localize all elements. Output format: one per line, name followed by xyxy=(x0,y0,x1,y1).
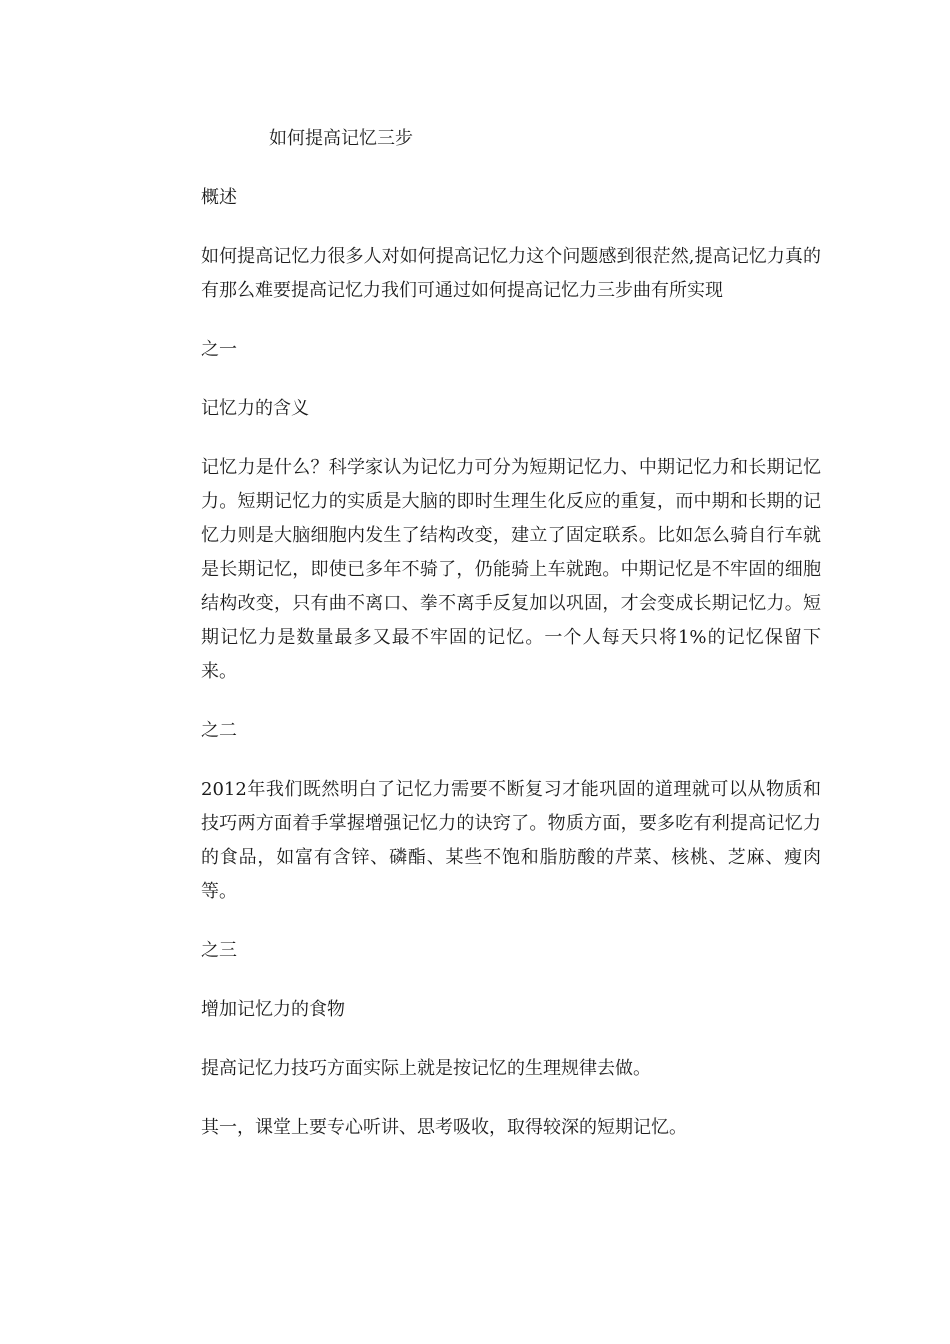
paragraph-material-techniques: 2012年我们既然明白了记忆力需要不断复习才能巩固的道理就可以从物质和技巧两方面着手掌握增强记忆力的诀窍了。物质方面，要多吃有利提高记忆力的食品，如富有含锌、磷酯、某些不饱和脂肪酸的芹菜、核桃、芝麻、瘦肉等。 xyxy=(201,779,821,902)
paragraph-section-three-heading: 之三 xyxy=(201,940,237,961)
paragraph-memory-definition: 记忆力是什么？科学家认为记忆力可分为短期记忆力、中期记忆力和长期记忆力。短期记忆力的实质是大脑的即时生理生化反应的重复，而中期和长期的记忆力则是大脑细胞内发生了结构改变，建立了固定联系。比如怎么骑自行车就是长期记忆，即使已多年不骑了，仍能骑上车就跑。中期记忆是不牢固的细胞结构改变，只有曲不离口、拳不离手反复加以巩固，才会变成长期记忆力。短期记忆力是数量最多又最不牢固的记忆。一个人每天只将1%的记忆保留下来。 xyxy=(201,457,821,682)
paragraph-section-one-heading: 之一 xyxy=(201,339,237,360)
document-body xyxy=(201,122,821,1170)
paragraph-section-two-heading: 之二 xyxy=(201,720,237,741)
paragraph-memory-meaning-heading: 记忆力的含义 xyxy=(201,398,309,419)
paragraph-techniques: 提高记忆力技巧方面实际上就是按记忆的生理规律去做。 xyxy=(201,1058,651,1079)
paragraph-point-one: 其一，课堂上要专心听讲、思考吸收，取得较深的短期记忆。 xyxy=(201,1117,687,1138)
document-title: 如何提高记忆三步 xyxy=(269,128,413,149)
paragraph-intro: 如何提高记忆力很多人对如何提高记忆力这个问题感到很茫然,提高记忆力真的有那么难要提高记忆力我们可通过如何提高记忆力三步曲有所实现 xyxy=(201,246,821,301)
paragraph-foods-heading: 增加记忆力的食物 xyxy=(201,999,345,1020)
paragraph-overview-heading: 概述 xyxy=(201,187,237,208)
